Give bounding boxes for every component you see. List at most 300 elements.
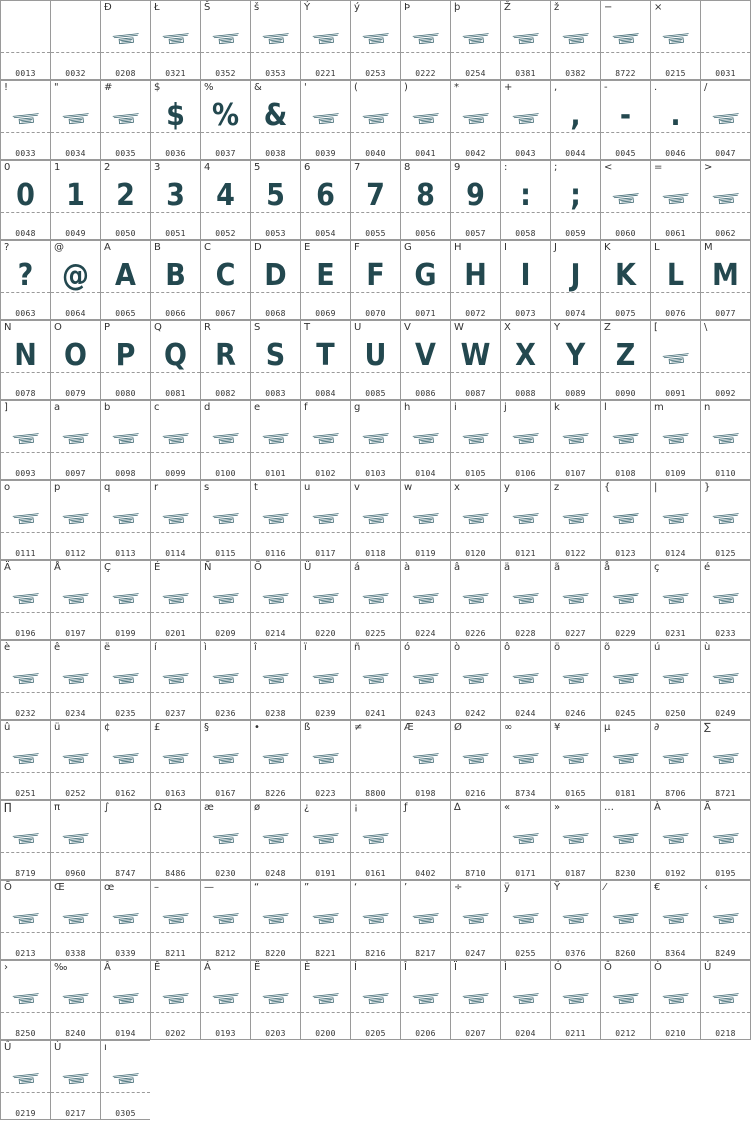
personal-use-stamp-icon [611,431,641,445]
glyph-label: n [704,402,711,413]
glyph-label: ( [354,82,358,93]
glyph-cell [450,0,500,80]
glyph-cell [650,320,700,400]
glyph-cell [550,880,600,960]
glyph-label: H [454,242,462,253]
glyph-label: p [54,482,61,493]
glyph-preview: 8 [416,178,435,213]
glyph-code: 0220 [315,629,336,638]
glyph-cell [200,960,250,1040]
cell-bottom-border [51,1119,100,1120]
glyph-code: 0086 [415,389,436,398]
cell-bottom-border [651,1039,700,1040]
glyph-cell [100,560,150,640]
personal-use-stamp-icon [11,111,41,125]
glyph-label: Š [204,2,211,13]
personal-use-stamp-icon [411,31,441,45]
glyph-cell [350,80,400,160]
glyph-label: “ [254,882,260,893]
glyph-code: 0077 [715,309,736,318]
glyph-cell [100,480,150,560]
personal-use-stamp-icon [161,671,191,685]
baseline-guide [551,52,600,53]
personal-use-stamp-icon [461,111,491,125]
glyph-cell [0,560,50,640]
glyph-cell [250,160,300,240]
glyph-preview: V [415,338,436,373]
baseline-guide [1,132,50,133]
baseline-guide [251,692,300,693]
glyph-label: Û [4,1042,12,1053]
glyph-label: À [654,802,661,813]
baseline-guide [201,452,250,453]
glyph-code: 0039 [315,149,336,158]
glyph-cell [50,800,100,880]
glyph-code: 0089 [565,389,586,398]
baseline-guide [301,932,350,933]
glyph-cell [250,800,300,880]
glyph-label: ò [454,642,461,653]
glyph-cell [250,960,300,1040]
glyph-preview: K [615,258,636,293]
glyph-cell [200,320,250,400]
baseline-guide [301,52,350,53]
glyph-code: 0381 [515,69,536,78]
glyph-cell [500,160,550,240]
glyph-cell [100,1040,150,1120]
personal-use-stamp-icon [711,511,741,525]
glyph-label: h [404,402,411,413]
personal-use-stamp-icon [261,751,291,765]
glyph-code: 0121 [515,549,536,558]
glyph-code: 0112 [65,549,86,558]
baseline-guide [101,52,150,53]
baseline-guide [51,612,100,613]
baseline-guide [551,772,600,773]
personal-use-stamp-icon [211,31,241,45]
glyph-preview: M [712,258,739,293]
baseline-guide [151,1012,200,1013]
baseline-guide [101,932,150,933]
glyph-code: 0227 [565,629,586,638]
glyph-label: ì [204,642,207,653]
personal-use-stamp-icon [61,671,91,685]
glyph-code: 0120 [465,549,486,558]
glyph-code: 0062 [715,229,736,238]
glyph-cell [50,160,100,240]
glyph-cell [100,640,150,720]
baseline-guide [451,612,500,613]
glyph-cell [150,720,200,800]
glyph-cell [200,480,250,560]
glyph-label: O [54,322,62,333]
glyph-code: 0352 [215,69,236,78]
glyph-code: 0047 [715,149,736,158]
glyph-cell [50,320,100,400]
personal-use-stamp-icon [711,991,741,1005]
glyph-preview: , [570,98,581,133]
glyph-cell [250,560,300,640]
glyph-preview: 0 [16,178,35,213]
glyph-code: 0203 [265,1029,286,1038]
glyph-code: 0234 [65,709,86,718]
glyph-code: 0402 [415,869,436,878]
glyph-cell [100,320,150,400]
personal-use-stamp-icon [311,31,341,45]
personal-use-stamp-icon [311,511,341,525]
glyph-cell [500,320,550,400]
glyph-cell [0,480,50,560]
glyph-label: = [654,162,663,173]
glyph-cell [250,400,300,480]
glyph-cell [450,640,500,720]
personal-use-stamp-icon [361,431,391,445]
baseline-guide [601,772,650,773]
personal-use-stamp-icon [461,591,491,605]
glyph-label: x [454,482,460,493]
glyph-code: 0229 [615,629,636,638]
baseline-guide [501,532,550,533]
baseline-guide [351,532,400,533]
glyph-code: 0208 [115,69,136,78]
glyph-cell [100,160,150,240]
glyph-cell [100,80,150,160]
glyph-cell [350,640,400,720]
personal-use-stamp-icon [261,831,291,845]
baseline-guide [251,532,300,533]
baseline-guide [351,1012,400,1013]
glyph-code: 0187 [565,869,586,878]
baseline-guide [51,52,100,53]
glyph-code: 0206 [415,1029,436,1038]
glyph-label: ã [554,562,561,573]
glyph-code: 0109 [665,469,686,478]
glyph-code: 0191 [315,869,336,878]
glyph-label: ë [104,642,111,653]
glyph-cell [400,0,450,80]
glyph-label: – [154,882,159,893]
glyph-label: Ú [704,962,712,973]
glyph-cell [700,320,751,400]
glyph-code: 0055 [365,229,386,238]
glyph-cell [150,320,200,400]
cell-bottom-border [251,1039,300,1040]
glyph-preview: - [619,98,632,133]
glyph-code: 0063 [15,309,36,318]
glyph-label: î [254,642,257,653]
glyph-label: ø [254,802,261,813]
glyph-label: : [504,162,508,173]
glyph-label: ï [304,642,307,653]
glyph-label: Ø [454,722,462,733]
personal-use-stamp-icon [61,831,91,845]
glyph-code: 8719 [15,869,36,878]
personal-use-stamp-icon [61,591,91,605]
glyph-cell [500,240,550,320]
glyph-code: 0200 [315,1029,336,1038]
glyph-label: • [254,722,260,733]
glyph-code: 0210 [665,1029,686,1038]
glyph-cell [300,640,350,720]
glyph-code: 8217 [415,949,436,958]
baseline-guide [451,1012,500,1013]
personal-use-stamp-icon [561,431,591,445]
glyph-preview: S [265,338,286,373]
glyph-label: Ÿ [554,882,561,893]
glyph-cell [500,800,550,880]
glyph-code: 0228 [515,629,536,638]
glyph-preview: 4 [216,178,235,213]
personal-use-stamp-icon [461,431,491,445]
glyph-cell [0,240,50,320]
glyph-label: + [504,82,513,93]
glyph-code: 0061 [665,229,686,238]
glyph-cell [400,320,450,400]
glyph-preview: Q [164,338,187,373]
glyph-code: 0219 [15,1109,36,1118]
baseline-guide [551,692,600,693]
baseline-guide [151,612,200,613]
glyph-cell [200,640,250,720]
baseline-guide [401,532,450,533]
personal-use-stamp-icon [111,1071,141,1085]
baseline-guide [351,852,400,853]
glyph-label: Ž [504,2,511,13]
glyph-label: Â [104,962,111,973]
personal-use-stamp-icon [361,511,391,525]
personal-use-stamp-icon [211,511,241,525]
glyph-code: 0038 [265,149,286,158]
glyph-cell [50,960,100,1040]
glyph-label: ı [104,1042,107,1053]
glyph-cell [600,0,650,80]
glyph-label: I [504,242,507,253]
glyph-code: 0211 [565,1029,586,1038]
glyph-label: F [354,242,360,253]
cell-bottom-border [401,1039,450,1040]
personal-use-stamp-icon [11,431,41,445]
glyph-cell [0,960,50,1040]
baseline-guide [601,852,650,853]
glyph-code: 0242 [465,709,486,718]
glyph-code: 0057 [465,229,486,238]
glyph-label: C [204,242,211,253]
baseline-guide [101,1012,150,1013]
glyph-label: Ò [654,962,662,973]
glyph-code: 0237 [165,709,186,718]
personal-use-stamp-icon [211,831,241,845]
personal-use-stamp-icon [461,911,491,925]
glyph-label: Ñ [204,562,212,573]
personal-use-stamp-icon [661,671,691,685]
glyph-code: 0252 [65,789,86,798]
personal-use-stamp-icon [11,831,41,845]
glyph-code: 0226 [465,629,486,638]
cell-bottom-border [451,1039,500,1040]
glyph-cell [600,560,650,640]
baseline-guide [101,532,150,533]
baseline-guide [601,212,650,213]
glyph-label: Õ [4,882,12,893]
glyph-code: 0250 [665,709,686,718]
glyph-code: 0069 [315,309,336,318]
glyph-cell [100,0,150,80]
glyph-cell [500,640,550,720]
glyph-preview: 9 [466,178,485,213]
glyph-cell [150,640,200,720]
baseline-guide [401,852,450,853]
glyph-cell [300,80,350,160]
personal-use-stamp-icon [411,431,441,445]
glyph-label: [ [654,322,658,333]
glyph-cell [250,0,300,80]
cell-bottom-border [1,1119,50,1120]
personal-use-stamp-icon [161,31,191,45]
glyph-cell [150,160,200,240]
glyph-cell [200,800,250,880]
glyph-code: 0036 [165,149,186,158]
glyph-code: 8212 [215,949,236,958]
glyph-cell [50,1040,100,1120]
glyph-preview: N [14,338,37,373]
glyph-label: * [454,82,459,93]
glyph-preview: 3 [166,178,185,213]
personal-use-stamp-icon [711,191,741,205]
glyph-preview: F [366,258,385,293]
glyph-label: 1 [54,162,61,173]
baseline-guide [151,692,200,693]
personal-use-stamp-icon [511,31,541,45]
glyph-cell [300,960,350,1040]
glyph-label: ó [404,642,411,653]
glyph-code: 0110 [715,469,736,478]
personal-use-stamp-icon [61,991,91,1005]
glyph-code: 0382 [565,69,586,78]
glyph-cell [500,960,550,1040]
baseline-guide [351,52,400,53]
personal-use-stamp-icon [161,591,191,605]
glyph-code: 0115 [215,549,236,558]
glyph-cell [150,240,200,320]
glyph-preview: 6 [316,178,335,213]
glyph-code: 0249 [715,709,736,718]
glyph-label: × [654,2,663,13]
baseline-guide [151,932,200,933]
personal-use-stamp-icon [561,591,591,605]
baseline-guide [551,452,600,453]
glyph-code: 8250 [15,1029,36,1038]
glyph-code: 0221 [315,69,336,78]
glyph-code: 0201 [165,629,186,638]
baseline-guide [551,612,600,613]
personal-use-stamp-icon [261,991,291,1005]
personal-use-stamp-icon [211,671,241,685]
personal-use-stamp-icon [311,591,341,605]
glyph-cell [700,240,751,320]
glyph-code: 0224 [415,629,436,638]
personal-use-stamp-icon [611,31,641,45]
baseline-guide [651,1012,700,1013]
glyph-label: ] [4,402,8,413]
personal-use-stamp-icon [611,991,641,1005]
glyph-label: š [254,2,260,13]
glyph-label: a [54,402,61,413]
glyph-code: 8710 [465,869,486,878]
glyph-label: π [54,802,61,813]
personal-use-stamp-icon [511,591,541,605]
glyph-label: Ü [304,562,312,573]
baseline-guide [101,452,150,453]
glyph-code: 0051 [165,229,186,238]
glyph-label: ê [54,642,61,653]
personal-use-stamp-icon [411,511,441,525]
baseline-guide [401,692,450,693]
glyph-code: 0060 [615,229,636,238]
glyph-label: t [254,482,258,493]
glyph-preview: R [215,338,236,373]
glyph-code: 0123 [615,549,636,558]
glyph-code: 0031 [715,69,736,78]
personal-use-stamp-icon [711,911,741,925]
glyph-preview: L [666,258,685,293]
glyph-label: ⁄ [604,882,606,893]
glyph-label: ∑ [704,722,711,733]
glyph-preview: E [316,258,335,293]
personal-use-stamp-icon [411,671,441,685]
glyph-code: 0054 [315,229,336,238]
glyph-cell [500,80,550,160]
glyph-label: 2 [104,162,111,173]
personal-use-stamp-icon [561,31,591,45]
glyph-label: ’ [404,882,408,893]
baseline-guide [301,532,350,533]
baseline-guide [651,372,700,373]
glyph-label: Ö [254,562,262,573]
glyph-cell [700,400,751,480]
glyph-cell [400,480,450,560]
baseline-guide [1,692,50,693]
glyph-label: U [354,322,362,333]
personal-use-stamp-icon [311,431,341,445]
glyph-cell [150,0,200,80]
glyph-label: l [604,402,607,413]
glyph-cell [150,480,200,560]
glyph-cell [350,240,400,320]
personal-use-stamp-icon [261,911,291,925]
baseline-guide [501,932,550,933]
glyph-code: 8734 [515,789,536,798]
personal-use-stamp-icon [661,991,691,1005]
glyph-code: 0122 [565,549,586,558]
glyph-code: 8221 [315,949,336,958]
personal-use-stamp-icon [561,511,591,525]
baseline-guide [501,452,550,453]
glyph-label: Q [154,322,162,333]
glyph-cell [50,560,100,640]
personal-use-stamp-icon [11,991,41,1005]
glyph-code: 0222 [415,69,436,78]
baseline-guide [651,452,700,453]
baseline-guide [351,132,400,133]
baseline-guide [451,52,500,53]
personal-use-stamp-icon [111,431,141,445]
glyph-code: 0065 [115,309,136,318]
glyph-cell [550,0,600,80]
glyph-cell [350,480,400,560]
personal-use-stamp-icon [711,831,741,845]
glyph-code: 0192 [665,869,686,878]
glyph-code: 0339 [115,949,136,958]
